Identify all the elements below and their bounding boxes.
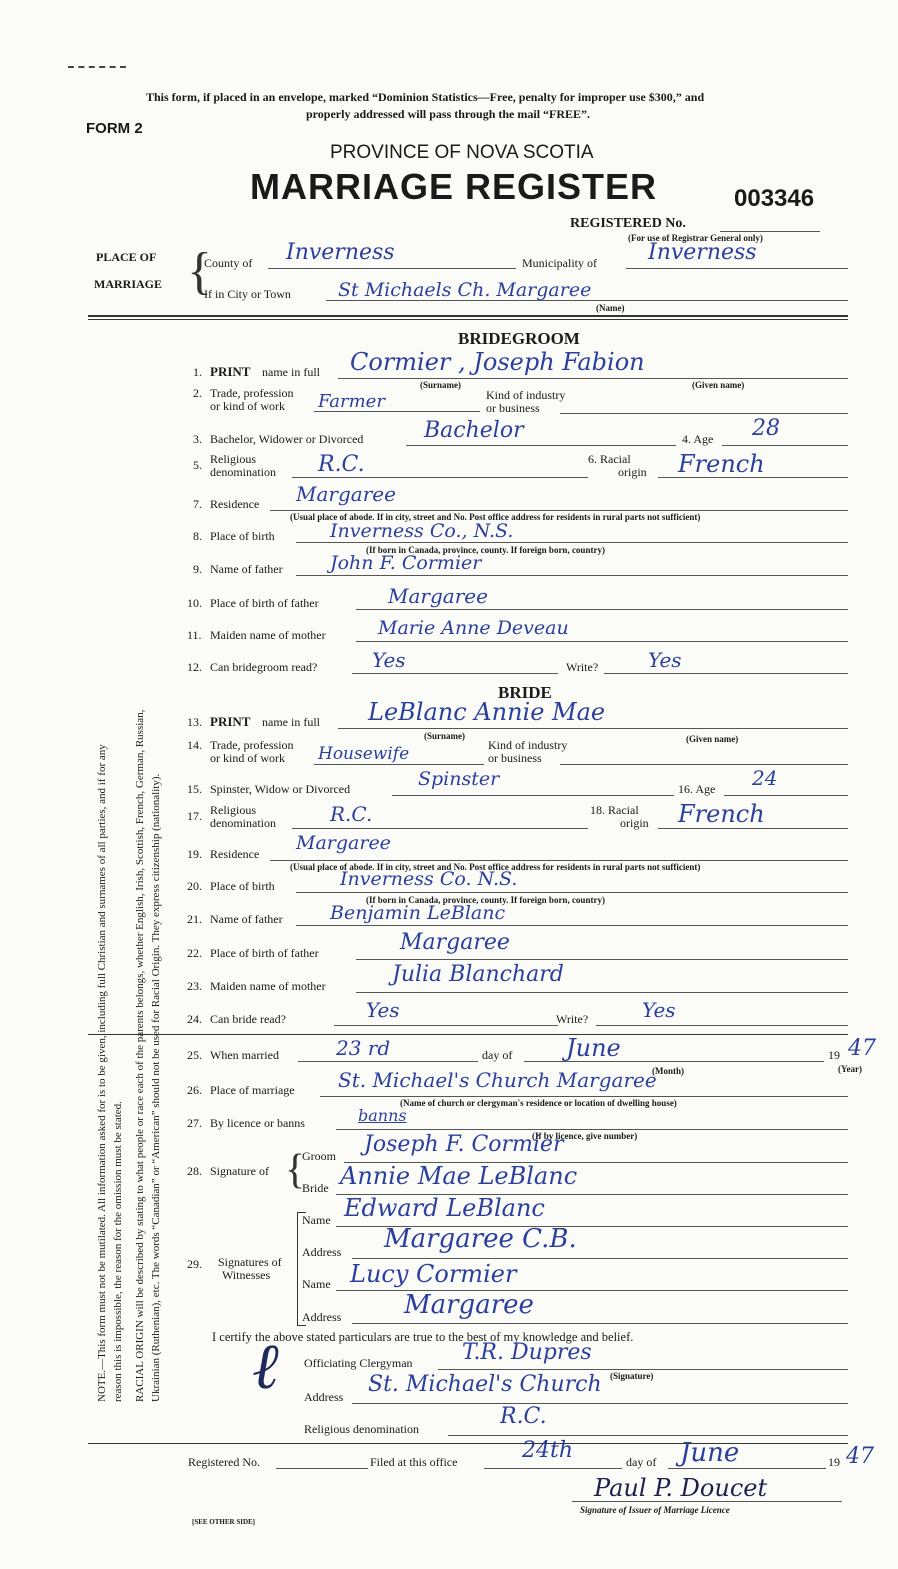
mail-notice-line1: This form, if placed in an envelope, marked “Dominion Statistics—Free, penalty for improper use $300,” and [146,90,705,104]
f23-label: Maiden name of mother [210,979,326,993]
bride-residence-note: (Usual place of abode. If in city, street and No. Post office address for residents in rural parts not sufficient) [290,862,701,872]
signature-note: (Signature) [610,1371,654,1381]
sidebar-note-line4: Ukrainian (Ruthenian), etc. The words “Canadian” or “American” should not be used for Racial Origin. They express citizenship (nationality). [150,773,162,1402]
witness1-address: Margaree C.B. [384,1224,577,1254]
groom-age-label: 4. Age [682,432,714,446]
f6-label1: 6. Racial [588,452,631,466]
f22-num: 22. [187,946,202,960]
place-label-1: PLACE OF [96,250,157,264]
groom-read-value: Yes [372,648,406,672]
marriage-place-note: (Name of church or clergyman's residence or location of dwelling house) [400,1098,677,1108]
f29-label1: Signatures of [218,1255,282,1269]
f26-num: 26. [187,1083,202,1097]
witness1-name: Edward LeBlanc [344,1194,545,1222]
w2-name-label: Name [302,1277,331,1291]
witness-bracket [297,1212,306,1326]
province-title: PROVINCE OF NOVA SCOTIA [330,142,594,163]
f3-label: Bachelor, Widower or Divorced [210,432,364,446]
f2-label1: Trade, profession [210,386,294,400]
f21-label: Name of father [210,912,283,926]
f27-label: By licence or banns [210,1116,305,1130]
f18-label2: origin [620,816,649,830]
f3-num: 3. [193,432,202,446]
groom-residence-value: Margaree [296,482,396,506]
bride-given-note: (Given name) [686,734,739,744]
groom-father-value: John F. Cormier [330,552,482,574]
f19-label: Residence [210,847,260,861]
groom-industry-label2: or business [486,401,540,415]
issuer-label: Signature of Issuer of Marriage Licence [580,1505,730,1515]
groom-birthplace-note: (If born in Canada, province, county. If foreign born, country) [366,545,605,555]
bride-signature: Annie Mae LeBlanc [340,1162,578,1190]
sidebar-note-line3: RACIAL ORIGIN will be described by stating to what people or race each of the parents belongs, whether English, Irish, Scottish, French, German, Russian, [134,709,146,1402]
bride-write-value: Yes [642,998,676,1022]
groom-mother-value: Marie Anne Deveau [378,617,569,639]
page-title: MARRIAGE REGISTER [250,166,658,207]
f13-num: 13. [187,715,202,729]
w2-address-label: Address [302,1310,342,1324]
groom-trade-value: Farmer [318,391,385,412]
witness2-address: Margaree [404,1290,534,1320]
f8-label: Place of birth [210,529,275,543]
signature-brace: { [285,1147,306,1193]
f14-num: 14. [187,738,202,752]
clergy-address-label: Address [304,1390,344,1404]
f12-num: 12. [187,660,202,674]
f23-num: 23. [187,979,202,993]
bride-origin-value: French [678,800,765,828]
filed-year-value: 47 [846,1444,874,1469]
f17-label2: denomination [210,816,276,830]
form-number: FORM 2 [86,120,143,137]
divider-ceremony [88,1034,848,1035]
f29-num: 29. [187,1257,202,1271]
bride-birthplace-note: (If born in Canada, province, county. If foreign born, country) [366,895,605,905]
bride-mother-value: Julia Blanchard [392,962,564,987]
bride-father-value: Benjamin LeBlanc [330,902,506,924]
bride-age-value: 24 [752,766,778,790]
groom-origin-value: French [678,450,765,478]
bride-industry-label1: Kind of industry [488,738,568,752]
groom-signature: Joseph F. Cormier [364,1132,564,1157]
bride-surname-note: (Surname) [424,731,465,741]
groom-name-value: Cormier , Joseph Fabion [350,348,645,376]
f7-label: Residence [210,497,260,511]
groom-father-birthplace-value: Margaree [388,584,488,608]
f7-num: 7. [193,497,202,511]
corner-mark [68,66,126,68]
groom-given-note: (Given name) [692,380,745,390]
municipality-value: Inverness [648,240,757,265]
serial-number: 003346 [734,185,815,212]
married-year-value: 47 [848,1036,876,1061]
bride-heading: BRIDE [498,683,552,702]
filed-label: Filed at this office [370,1455,458,1469]
registered-no-label: REGISTERED No. [570,216,686,231]
married-year-prefix: 19 [828,1048,840,1062]
f22-label: Place of birth of father [210,946,319,960]
certify-statement: I certify the above stated particulars are true to the best of my knowledge and belief. [212,1330,634,1344]
city-label: If in City or Town [204,287,291,301]
f2-num: 2. [193,386,202,400]
f12-label: Can bridegroom read? [210,660,318,674]
bride-residence-value: Margaree [296,832,391,854]
f26-label: Place of marriage [210,1083,295,1097]
f24-num: 24. [187,1012,202,1026]
f18-label1: 18. Racial [590,803,639,817]
w1-address-label: Address [302,1245,342,1259]
licence-value: banns [358,1106,407,1125]
county-label: County of [204,256,253,270]
f17-num: 17. [187,809,202,823]
f17-label1: Religious [210,803,257,817]
municipality-label: Municipality of [522,256,597,270]
f10-label: Place of birth of father [210,596,319,610]
f15-label: Spinster, Widow or Divorced [210,782,351,796]
groom-write-label: Write? [566,660,599,674]
groom-sig-label: Groom [302,1149,336,1163]
groom-birthplace-value: Inverness Co., N.S. [330,520,514,542]
f9-label: Name of father [210,562,283,576]
divider-top [88,315,848,317]
f5-label1: Religious [210,452,257,466]
f15-num: 15. [187,782,202,796]
filed-day-label: day of [626,1455,657,1469]
groom-religion-value: R.C. [318,452,365,477]
w1-name-label: Name [302,1213,331,1227]
f19-num: 19. [187,847,202,861]
f20-label: Place of birth [210,879,275,893]
witness2-name: Lucy Cormier [350,1260,517,1288]
sidebar-note-line2: reason this is impossible, the reason for the omission must be stated. [112,1101,124,1402]
issuer-signature: Paul P. Doucet [594,1474,768,1502]
groom-industry-label1: Kind of industry [486,388,566,402]
f6-label2: origin [618,465,647,479]
f29-label2: Witnesses [222,1268,271,1282]
marriage-place-value: St. Michael's Church Margaree [338,1068,657,1092]
mail-notice-line2: properly addressed will pass through the mail “FREE”. [306,107,591,121]
clergy-label: Officiating Clergyman [304,1356,413,1370]
bride-status-value: Spinster [418,768,500,790]
registrar-note: (For use of Registrar General only) [628,233,763,243]
f13-label: name in full [262,715,320,729]
f8-num: 8. [193,529,202,543]
place-label-2: MARRIAGE [94,277,162,291]
f5-num: 5. [193,458,202,472]
clergy-address: St. Michael's Church [368,1372,602,1397]
f28-num: 28. [187,1164,202,1178]
see-other-side: [SEE OTHER SIDE] [192,1518,256,1526]
clergy-signature: T.R. Dupres [462,1340,592,1365]
month-note: (Month) [652,1066,684,1076]
bride-sig-label: Bride [302,1181,329,1195]
f27-num: 27. [187,1116,202,1130]
f2-label2: or kind of work [210,399,285,413]
f1-label: name in full [262,365,320,379]
f1-print: PRINT [210,364,251,379]
sidebar-note-line1: NOTE.—This form must not be mutilated. All information asked for is to be given, including full Christian and surnames of all parties, and if for any [96,744,108,1402]
bride-industry-label2: or business [488,751,542,765]
groom-surname-note: (Surname) [420,380,461,390]
licence-note: (If by licence, give number) [532,1131,638,1141]
married-month-value: June [566,1034,621,1062]
married-day-label: day of [482,1048,513,1062]
f5-label2: denomination [210,465,276,479]
f10-num: 10. [187,596,202,610]
filed-day-value: 24th [522,1438,574,1463]
groom-residence-note: (Usual place of abode. If in city, street and No. Post office address for residents in rural parts not sufficient) [290,512,701,522]
denomination-value: R.C. [500,1404,547,1429]
place-brace: { [187,243,212,300]
groom-age-value: 28 [752,416,780,441]
f24-label: Can bride read? [210,1012,286,1026]
bride-age-label: 16. Age [678,782,716,796]
f20-num: 20. [187,879,202,893]
bride-write-label: Write? [556,1012,589,1026]
f11-num: 11. [187,628,202,642]
groom-status-value: Bachelor [424,418,524,443]
bride-read-value: Yes [366,998,400,1022]
bride-religion-value: R.C. [330,802,373,826]
county-value: Inverness [286,240,395,265]
f25-num: 25. [187,1048,202,1062]
married-day-value: 23 rd [336,1036,391,1060]
bride-birthplace-value: Inverness Co. N.S. [340,868,518,890]
city-value: St Michaels Ch. Margaree [338,279,592,301]
groom-write-value: Yes [648,648,682,672]
filing-registered-label: Registered No. [188,1455,260,1469]
bridegroom-heading: BRIDEGROOM [458,329,580,348]
f21-num: 21. [187,912,202,926]
f9-num: 9. [193,562,202,576]
denomination-label: Religious denomination [304,1422,419,1436]
f1-num: 1. [193,365,202,379]
filed-month-value: June [680,1438,740,1468]
year-note: (Year) [838,1064,862,1074]
officiant-flourish: ℓ [252,1330,279,1404]
f28-label: Signature of [210,1164,269,1178]
bride-trade-value: Housewife [318,744,410,764]
bride-father-birthplace-value: Margaree [400,930,510,955]
f13-print: PRINT [210,714,251,729]
f14-label2: or kind of work [210,751,285,765]
filed-year-prefix: 19 [828,1455,840,1469]
f14-label1: Trade, profession [210,738,294,752]
f11-label: Maiden name of mother [210,628,326,642]
name-note: (Name) [596,303,625,313]
divider-top-thin [88,319,848,320]
bride-name-value: LeBlanc Annie Mae [368,698,606,726]
f25-label: When married [210,1048,279,1062]
